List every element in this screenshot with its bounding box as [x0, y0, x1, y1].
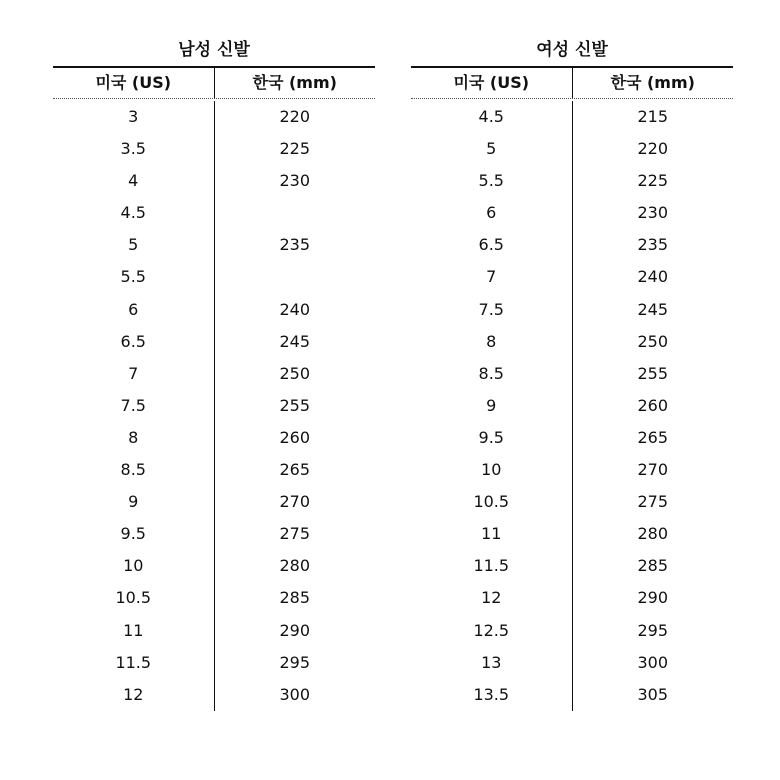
us-size-cell: 4 — [53, 165, 215, 197]
table-row — [53, 229, 375, 261]
table-row — [53, 647, 375, 679]
kr-size-cell: 260 — [279, 427, 311, 447]
kr-size-cell: 235 — [637, 235, 669, 255]
kr-size-cell: 230 — [279, 171, 311, 191]
kr-size-cell: 265 — [637, 427, 669, 447]
table-row — [53, 486, 375, 518]
kr-size-cell: 285 — [637, 556, 669, 576]
table-row — [411, 326, 733, 358]
us-size-cell: 10.5 — [53, 582, 215, 614]
us-size-cell: 9 — [53, 486, 215, 518]
us-size-cell: 12 — [53, 679, 215, 711]
kr-size-cell: 265 — [279, 460, 311, 480]
table-row — [53, 550, 375, 582]
us-size-cell: 11 — [53, 615, 215, 647]
table-row — [411, 197, 733, 229]
kr-size-cell: 295 — [637, 620, 669, 640]
us-size-cell: 4.5 — [411, 101, 573, 133]
us-size-cell: 6.5 — [411, 229, 573, 261]
kr-size-cell: 285 — [279, 588, 311, 608]
men-header-kr: 한국 (mm) — [252, 73, 337, 92]
table-row — [411, 133, 733, 165]
us-size-cell: 8 — [411, 326, 573, 358]
kr-size-cell: 270 — [279, 492, 311, 512]
us-size-cell: 3 — [53, 101, 215, 133]
us-size-cell: 11 — [411, 518, 573, 550]
kr-size-cell: 255 — [279, 395, 311, 415]
us-size-cell: 9.5 — [53, 518, 215, 550]
kr-size-cell: 255 — [637, 363, 669, 383]
table-row — [53, 197, 375, 229]
women-header-kr: 한국 (mm) — [610, 73, 695, 92]
us-size-cell: 11.5 — [53, 647, 215, 679]
us-size-cell: 11.5 — [411, 550, 573, 582]
kr-size-cell: 275 — [637, 492, 669, 512]
table-row — [411, 165, 733, 197]
kr-size-cell: 225 — [279, 139, 311, 159]
table-row — [411, 518, 733, 550]
kr-size-cell: 240 — [279, 299, 311, 319]
us-size-cell: 6.5 — [53, 326, 215, 358]
us-size-cell: 12 — [411, 582, 573, 614]
kr-size-cell: 305 — [637, 684, 669, 704]
us-size-cell: 6 — [53, 294, 215, 326]
kr-size-cell: 280 — [279, 556, 311, 576]
men-table-title: 남성 신발 — [178, 40, 250, 60]
us-size-cell: 13 — [411, 647, 573, 679]
table-row — [53, 294, 375, 326]
us-size-cell: 9.5 — [411, 422, 573, 454]
kr-size-cell: 300 — [637, 652, 669, 672]
men-header-row — [53, 66, 375, 99]
table-row — [411, 550, 733, 582]
table-row — [411, 229, 733, 261]
kr-size-cell: 220 — [637, 139, 669, 159]
table-row — [53, 518, 375, 550]
table-row — [411, 582, 733, 614]
kr-size-cell: 220 — [279, 107, 311, 126]
us-size-cell: 13.5 — [411, 679, 573, 711]
kr-size-cell: 280 — [637, 524, 669, 544]
us-size-cell: 4.5 — [53, 197, 215, 229]
kr-size-cell — [215, 197, 376, 229]
table-row — [53, 390, 375, 422]
us-size-cell: 9 — [411, 390, 573, 422]
table-row — [53, 582, 375, 614]
kr-size-cell: 250 — [279, 363, 311, 383]
us-size-cell: 8 — [53, 422, 215, 454]
table-row — [411, 422, 733, 454]
kr-size-cell: 240 — [637, 267, 669, 287]
us-size-cell: 6 — [411, 197, 573, 229]
kr-size-cell: 230 — [637, 203, 669, 223]
men-header-us: 미국 (US) — [53, 68, 215, 98]
us-size-cell: 10 — [411, 454, 573, 486]
table-row — [53, 165, 375, 197]
women-shoe-size-table — [411, 34, 733, 711]
table-row — [53, 615, 375, 647]
us-size-cell: 7 — [411, 261, 573, 293]
table-row — [53, 358, 375, 390]
women-table-title: 여성 신발 — [536, 40, 608, 60]
us-size-cell: 5.5 — [411, 165, 573, 197]
table-row — [53, 326, 375, 358]
table-row — [411, 101, 733, 133]
kr-size-cell: 245 — [637, 299, 669, 319]
kr-size-cell: 295 — [279, 652, 311, 672]
us-size-cell: 3.5 — [53, 133, 215, 165]
table-row — [411, 615, 733, 647]
us-size-cell: 8.5 — [411, 358, 573, 390]
table-row — [53, 133, 375, 165]
women-header-row — [411, 66, 733, 99]
us-size-cell: 7.5 — [411, 294, 573, 326]
us-size-cell: 8.5 — [53, 454, 215, 486]
us-size-cell: 7 — [53, 358, 215, 390]
table-row — [53, 261, 375, 293]
us-size-cell: 5.5 — [53, 261, 215, 293]
table-row — [411, 486, 733, 518]
kr-size-cell: 290 — [637, 588, 669, 608]
men-shoe-size-table — [53, 34, 375, 711]
table-row — [53, 454, 375, 486]
table-row — [411, 261, 733, 293]
kr-size-cell: 260 — [637, 395, 669, 415]
table-row — [411, 647, 733, 679]
men-table-body — [53, 101, 375, 711]
kr-size-cell: 290 — [279, 620, 311, 640]
women-table-body — [411, 101, 733, 711]
table-row — [411, 390, 733, 422]
kr-size-cell: 275 — [279, 524, 311, 544]
kr-size-cell: 225 — [637, 171, 669, 191]
table-row — [411, 358, 733, 390]
kr-size-cell: 300 — [279, 684, 311, 704]
us-size-cell: 10.5 — [411, 486, 573, 518]
table-row — [53, 101, 375, 133]
kr-size-cell: 245 — [279, 331, 311, 351]
kr-size-cell — [215, 261, 376, 293]
kr-size-cell: 235 — [279, 235, 311, 255]
us-size-cell: 5 — [411, 133, 573, 165]
kr-size-cell: 250 — [637, 331, 669, 351]
us-size-cell: 7.5 — [53, 390, 215, 422]
table-row — [411, 294, 733, 326]
us-size-cell: 12.5 — [411, 615, 573, 647]
kr-size-cell: 270 — [637, 460, 669, 480]
kr-size-cell: 215 — [637, 107, 669, 126]
table-row — [53, 422, 375, 454]
us-size-cell: 5 — [53, 229, 215, 261]
women-header-us: 미국 (US) — [411, 68, 573, 98]
table-row — [411, 679, 733, 711]
table-row — [411, 454, 733, 486]
table-row — [53, 679, 375, 711]
us-size-cell: 10 — [53, 550, 215, 582]
